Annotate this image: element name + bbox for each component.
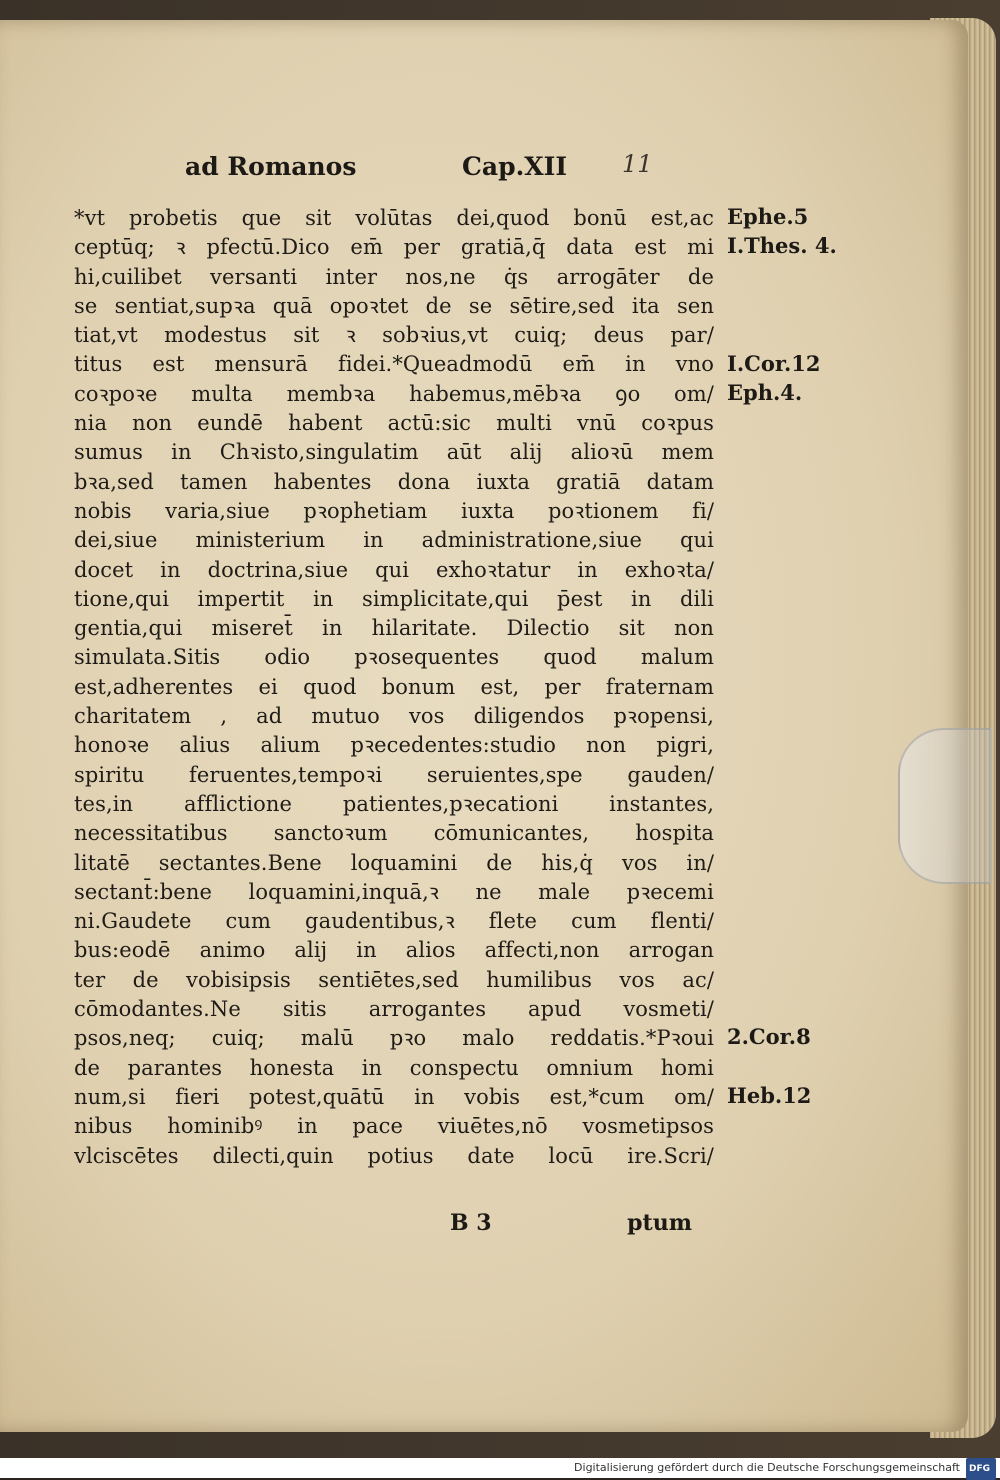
digitization-credit [0, 1458, 1000, 1478]
text-line: *vt probetis que sit volūtas dei,quod bonū est,ac [74, 206, 714, 230]
running-title: ad Romanos [185, 152, 357, 181]
text-line: tione,qui impertit in simplicitate,qui p̄est in dili [74, 586, 714, 611]
text-line: ter de vobisipsis sentiētes,sed humilibus vos ac/ [74, 967, 714, 992]
text-line: spiritu feruentes,tempoꝛi seruientes,spe gauden/ [74, 762, 714, 787]
text-line: ceptūq; ꝛ pfectū.Dico em̄ per gratiā,q̄ data est mi [74, 235, 714, 260]
text-line: tes,in afflictione patientes,pꝛecationi instantes, [74, 791, 714, 816]
credit-text: Digitalisierung gefördert durch die Deutsche Forschungsgemeinschaft [574, 1461, 960, 1474]
text-line: dei,siue ministerium in administratione,siue qui [74, 528, 714, 553]
chapter-heading: Cap.XII [462, 152, 568, 181]
text-line: coꝛpoꝛe multa membꝛa habemus,mēbꝛa ꝯo om/ [74, 381, 714, 406]
text-line: de parantes honesta in conspectu omnium homi [74, 1055, 714, 1080]
text-line: gentia,qui miseret̄ in hilaritate. Dilectio sit non [74, 616, 714, 641]
text-line: ni.Gaudete cum gaudentibus,ꝛ flete cum flenti/ [74, 909, 714, 934]
text-line: nia non eundē habent actū:sic multi vnū coꝛpus [74, 411, 714, 436]
margin-reference: 2.Cor.8 [727, 1024, 811, 1050]
margin-reference: I.Cor.12 [727, 350, 821, 376]
text-line: tiat,vt modestus sit ꝛ sobꝛius,vt cuiq; deus par/ [74, 323, 714, 348]
text-line: docet in doctrina,siue qui exhoꝛtatur in exhoꝛta/ [74, 557, 714, 582]
margin-reference: I.Thes. 4. [727, 233, 837, 259]
margin-reference: Ephe.5 [727, 204, 809, 229]
text-line: vlciscētes dilecti,quin potius date locū ire.Scri/ [74, 1143, 714, 1168]
text-line: nobis varia,siue pꝛophetiam iuxta poꝛtionem fi/ [74, 498, 714, 523]
text-line: bꝛa,sed tamen habentes dona iuxta gratiā datam [74, 469, 714, 494]
text-line: sumus in Chꝛisto,singulatim aūt alij alioꝛū mem [74, 440, 714, 465]
text-line: sectant̄:bene loquamini,inquā,ꝛ ne male pꝛecemi [74, 879, 714, 904]
text-line: honoꝛe alius alium pꝛecedentes:studio non pigri, [74, 733, 714, 758]
text-line: necessitatibus sanctoꝛum cōmunicantes, hospita [74, 821, 714, 846]
dfg-logo: DFG [966, 1458, 996, 1480]
text-line: est,adherentes ei quod bonum est, per fraternam [74, 674, 714, 699]
text-line: titus est mensurā fidei.*Queadmodū em̄ in vno [74, 352, 714, 377]
margin-reference: Heb.12 [727, 1083, 812, 1108]
text-line: num,si fieri potest,quātū in vobis est,*cum om/ [74, 1084, 714, 1109]
text-line: bus:eodē animo alij in alios affecti,non arrogan [74, 938, 714, 963]
signature-mark: B 3 [450, 1210, 492, 1236]
book-page [0, 20, 968, 1432]
page-footer [450, 1210, 700, 1246]
body-text [74, 204, 714, 1171]
text-line: psos,neq; cuiq; malū pꝛo malo reddatis.*Pꝛoui [74, 1026, 714, 1051]
catchword: ptum [627, 1210, 692, 1236]
text-line: hi,cuilibet versanti inter nos,ne q̇s arrogāter de [74, 264, 714, 289]
text-line: simulata.Sitis odio pꝛosequentes quod malum [74, 645, 714, 670]
text-line: cōmodantes.Ne sitis arrogantes apud vosmeti/ [74, 997, 714, 1022]
text-line: nibus hominibꝰ in pace viuētes,nō vosmetipsos [74, 1114, 714, 1139]
text-line: litatē sectantes.Bene loquamini de his,q̇ vos in/ [74, 850, 714, 875]
text-line: se sentiat,supꝛa quā opoꝛtet de se sētire,sed ita sen [74, 293, 714, 318]
margin-reference: Eph.4. [727, 379, 803, 405]
handwritten-folio: 11 [622, 150, 653, 178]
page-header [70, 148, 710, 188]
page-clip [898, 728, 992, 884]
text-line: charitatem , ad mutuo vos diligendos pꝛopensi, [74, 704, 714, 729]
